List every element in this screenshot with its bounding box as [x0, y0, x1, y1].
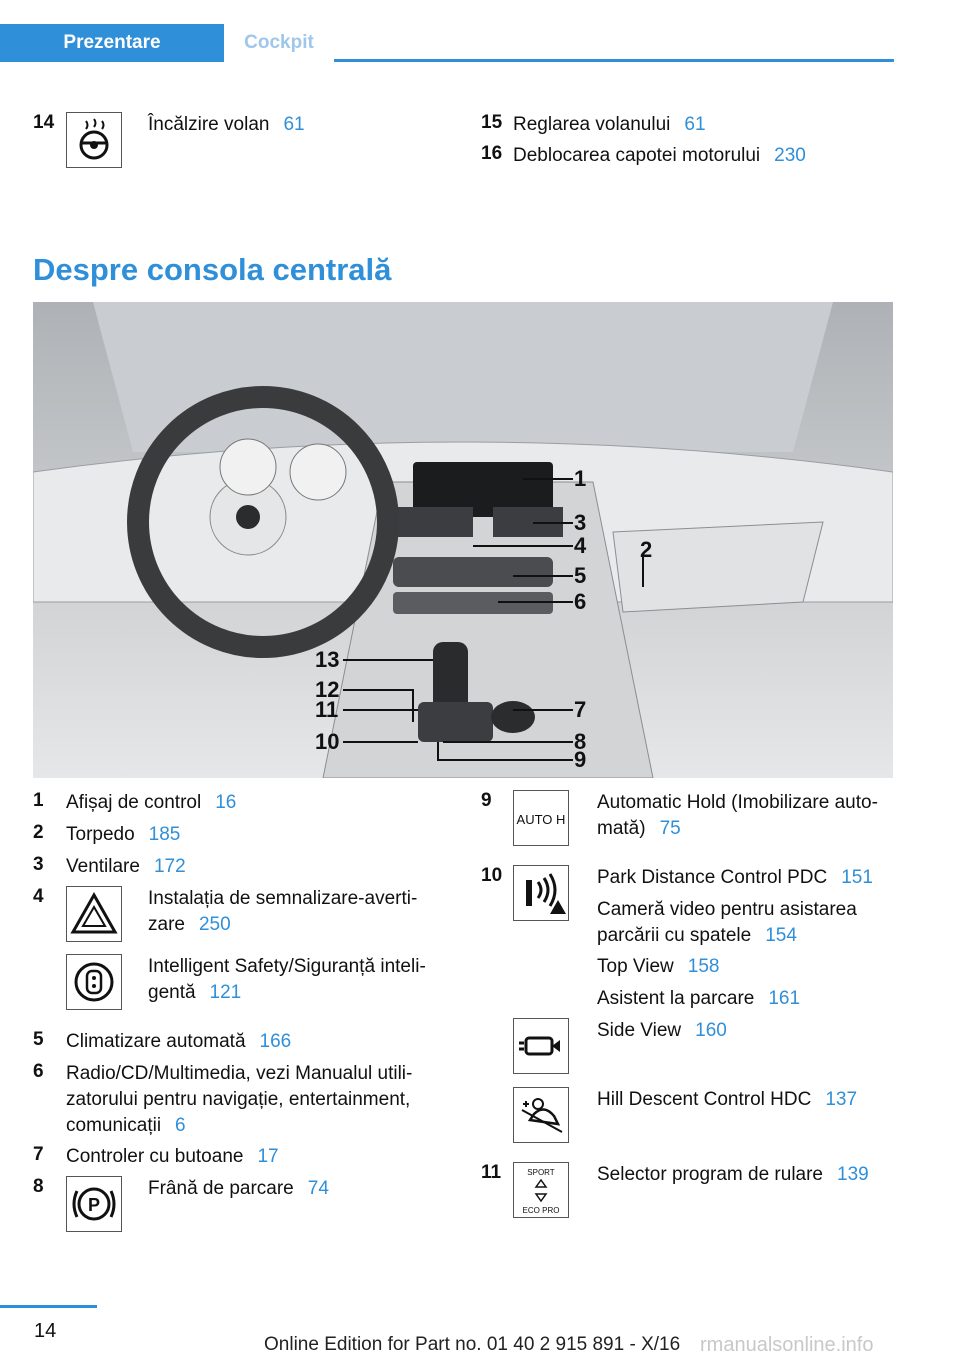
item-label: Afișaj de control [66, 792, 202, 813]
page-link[interactable]: 61 [283, 114, 305, 135]
list-item [597, 1162, 869, 1188]
page-link[interactable]: 16 [215, 792, 237, 813]
callout-13: 13 [315, 647, 340, 672]
callout-1: 1 [574, 466, 587, 491]
watermark: rmanualsonline.info [700, 1334, 874, 1356]
item-label: Încălzire volan [148, 114, 270, 135]
auto-hold-icon [513, 790, 569, 846]
item-number: 10 [481, 865, 503, 886]
list-item [597, 954, 719, 980]
item-label: Top View [597, 956, 674, 977]
page-link[interactable]: 6 [175, 1115, 186, 1136]
cockpit-photo [33, 302, 893, 778]
item-label-line: Cameră video pentru asistarea [597, 899, 857, 920]
edition-text: Online Edition for Part no. 01 40 2 915 891 - X/16 [264, 1334, 681, 1355]
list-item [597, 897, 857, 949]
item-number: 7 [33, 1144, 44, 1165]
callout-4: 4 [574, 533, 587, 558]
list-item [597, 1087, 857, 1113]
side-view-icon [513, 1018, 569, 1074]
list-item [513, 112, 706, 138]
item-label: Controler cu butoane [66, 1146, 244, 1167]
item-label: Reglarea volanului [513, 114, 671, 135]
callout-10: 10 [315, 729, 340, 754]
intelligent-safety-icon [66, 954, 122, 1010]
list-item [66, 1061, 412, 1139]
item-label: Frână de parcare [148, 1178, 294, 1199]
list-item [597, 790, 878, 842]
item-label: Torpedo [66, 824, 135, 845]
item-label: Selector program de rulare [597, 1164, 823, 1185]
drive-mode-selector-icon [513, 1162, 569, 1218]
item-label: Side View [597, 1020, 682, 1041]
item-label: Asistent la parcare [597, 988, 755, 1009]
pdc-icon [513, 865, 569, 921]
item-label-line: comunicații [66, 1115, 162, 1136]
page-link[interactable]: 17 [257, 1146, 279, 1167]
page-link[interactable]: 74 [307, 1178, 329, 1199]
tab-prezentare[interactable]: Prezentare [0, 24, 224, 62]
list-item [148, 112, 305, 138]
item-number: 16 [481, 143, 503, 164]
page-link[interactable]: 75 [659, 818, 681, 839]
page-link[interactable]: 172 [153, 856, 186, 877]
page-link[interactable]: 139 [837, 1164, 869, 1185]
item-label: Park Distance Control PDC [597, 867, 828, 888]
page-link[interactable]: 185 [148, 824, 181, 845]
item-number: 2 [33, 822, 44, 843]
callout-8: 8 [574, 729, 587, 754]
tab-bar [0, 24, 894, 62]
page-link[interactable]: 121 [209, 982, 242, 1003]
footer-rule [0, 1305, 97, 1308]
item-number: 3 [33, 854, 44, 875]
drive-mode-eco-text: ECO PRO [522, 1206, 560, 1215]
list-item [66, 1144, 279, 1170]
list-item [66, 822, 180, 848]
list-item [513, 143, 806, 169]
hazard-warning-icon [66, 886, 122, 942]
item-number: 11 [481, 1162, 502, 1183]
page-link[interactable]: 160 [695, 1020, 727, 1041]
page-link[interactable]: 137 [825, 1089, 858, 1110]
page-number: 14 [34, 1320, 57, 1342]
callout-7: 7 [574, 697, 587, 722]
auto-hold-text: AUTO H [516, 812, 566, 827]
callout-5: 5 [574, 563, 587, 588]
page-link[interactable]: 230 [774, 145, 806, 166]
item-label: Deblocarea capotei motorului [513, 145, 761, 166]
item-label: Hill Descent Control HDC [597, 1089, 812, 1110]
item-number: 8 [33, 1176, 44, 1197]
item-label-line: gentă [148, 982, 196, 1003]
heated-steering-wheel-icon [66, 112, 122, 168]
item-number: 6 [33, 1061, 44, 1082]
page-link[interactable]: 158 [687, 956, 720, 977]
item-label-line: parcării cu spatele [597, 925, 752, 946]
list-item [148, 1176, 329, 1202]
drive-mode-sport-text: SPORT [527, 1168, 555, 1177]
item-number: 5 [33, 1029, 44, 1050]
item-number: 1 [33, 790, 44, 811]
hill-descent-icon [513, 1087, 569, 1143]
list-item [597, 865, 873, 891]
callout-12: 12 [315, 677, 340, 702]
item-label-line: zare [148, 914, 185, 935]
item-number: 4 [33, 886, 44, 907]
item-number: 9 [481, 790, 492, 811]
callout-2: 2 [640, 537, 653, 562]
item-label-line: Automatic Hold (Imobilizare auto- [597, 792, 878, 813]
page-link[interactable]: 166 [259, 1031, 292, 1052]
list-item [597, 1018, 727, 1044]
parking-brake-icon [66, 1176, 122, 1232]
item-number: 14 [33, 112, 55, 133]
item-label: Ventilare [66, 856, 140, 877]
page-link[interactable]: 61 [684, 114, 706, 135]
page-link[interactable]: 250 [198, 914, 231, 935]
item-number: 15 [481, 112, 503, 133]
callout-9: 9 [574, 747, 587, 772]
page-link[interactable]: 161 [768, 988, 801, 1009]
list-item [597, 986, 800, 1012]
list-item [66, 854, 186, 880]
list-item [66, 1029, 291, 1055]
callout-6: 6 [574, 589, 587, 614]
list-item [148, 954, 426, 1006]
item-label-line: mată) [597, 818, 646, 839]
list-item [66, 790, 236, 816]
tab-cockpit[interactable]: Cockpit [224, 24, 334, 62]
item-label-line: Instalația de semnalizare-averti- [148, 888, 418, 909]
item-label-line: Intelligent Safety/Siguranță inteli- [148, 956, 426, 977]
page-link[interactable]: 154 [765, 925, 797, 946]
svg-text:P: P [87, 1195, 101, 1215]
item-label-line: Radio/CD/Multimedia, vezi Manualul utili- [66, 1063, 413, 1084]
page-link[interactable]: 151 [841, 867, 873, 888]
list-item [148, 886, 417, 938]
callout-11: 11 [315, 697, 339, 722]
item-label: Climatizare automată [66, 1031, 246, 1052]
item-label-line: zatorului pentru navigație, entertainment, [66, 1089, 411, 1110]
callout-3: 3 [574, 510, 587, 535]
section-heading: Despre consola centrală [33, 252, 392, 287]
